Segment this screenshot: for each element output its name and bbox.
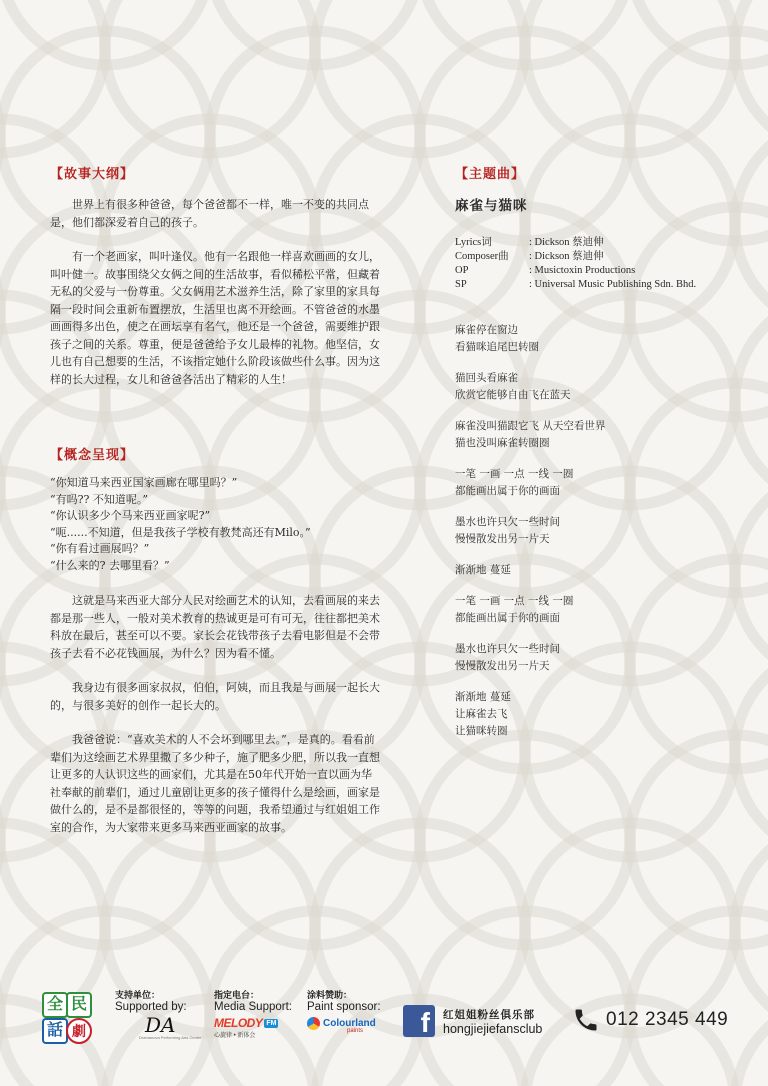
phone-contact[interactable]	[572, 1005, 728, 1035]
credit-value: : Dickson 蔡迪伸	[529, 251, 604, 262]
media-support-en: Media Support:	[214, 1001, 292, 1013]
colourland-sub: paints	[347, 1028, 364, 1034]
lyric-line: 渐渐地 蔓延	[455, 564, 511, 576]
lyric-line: 欣赏它能够自由飞在蓝天	[455, 389, 571, 401]
lyric-line: 让猫咪转圈	[455, 725, 508, 737]
lyric-line: 一笔 一画 一点 一线 一圈	[455, 595, 574, 607]
story-paragraph-2: 有一个老画家，叫叶逢仪。他有一名跟他一样喜欢画画的女儿，叫叶健一。故事围绕父女俩之间的生活故事，看似稀松平常，但藏着无私的父爱与一份尊重。父女俩用艺术滋养生活，除了家里的家具每隔一段时间会重新布置摆放，生活里也离不开绘画。不管爸爸的水墨画画得多出色，使之在画坛享有名气，他还是一个爸爸，需要维护跟孩子之间的关系。尊重，便是爸爸给予女儿最棒的礼物。他坚信，女儿也有自己想要的生活，不该指定她什么阶段该做些什么事。因为这样的长大过程，女儿和爸爸各活出了精彩的人生！	[50, 250, 380, 386]
colourland-icon	[307, 1017, 320, 1030]
facebook-cn: 红姐姐粉丝俱乐部	[443, 1008, 535, 1021]
concept-paragraph-3: 我爸爸说：“喜欢美术的人不会坏到哪里去。”，是真的。看看前辈们为这绘画艺术界里撒了多少种子，施了肥多少肥，所以我一直想让更多的人认识这些的画家们，尤其是在50年代开始一直以画为华社奉献的前辈们，通过儿童剧让更多的孩子懂得什么是绘画，画家是做什么的，是不是都很怪的，等等的问题，我希望通过与红姐姐工作室的合作，为大家带来更多马来西亚画家的故事。	[50, 733, 380, 834]
lyric-line: 让麻雀去飞	[455, 708, 508, 720]
song-credits	[455, 236, 745, 292]
supported-by-en: Supported by:	[115, 1001, 187, 1013]
colourland-text: Colourland	[323, 1018, 376, 1029]
quote-line: “有吗?? 不知道呢。”	[50, 492, 149, 506]
lyric-stanza	[455, 466, 745, 500]
logo-char-2: 民	[66, 992, 92, 1018]
lyric-stanza	[455, 322, 745, 356]
credit-row	[455, 264, 745, 278]
concept-paragraph-1: 这就是马来西亚大部分人民对绘画艺术的认知，去看画展的来去都是那一些人，一般对美术教育的热诚更是可有可无，往往都把美术科放在最后，甚至可以不要。家长会花钱带孩子去看电影但是不会带孩子去看不必花钱画展，为什么？因为看不懂。	[50, 594, 380, 660]
lyric-stanza	[455, 514, 745, 548]
paint-sponsor-cn: 涂料赞助：	[307, 990, 353, 1000]
credit-label: OP	[455, 265, 469, 276]
credit-label: Lyrics词	[455, 237, 492, 248]
lyric-stanza	[455, 593, 745, 627]
facebook-handle: hongjiejiefansclub	[443, 1021, 543, 1036]
lyric-stanza	[455, 689, 745, 740]
melody-logo-sub: 心旋律 • 新体会	[214, 1033, 256, 1039]
quote-line: “你知道马来西亚国家画廊在哪里吗？”	[50, 476, 238, 489]
lyric-line: 墨水也许只欠一些时间	[455, 643, 560, 655]
song-title: 麻雀与猫咪	[455, 198, 528, 214]
logo-char-3: 話	[42, 1018, 68, 1044]
melody-logo-text: MELODY	[214, 1016, 263, 1030]
quote-line: “你认识多少个马来西亚画家呢?”	[50, 509, 211, 522]
credit-label: SP	[455, 279, 467, 290]
lyric-line: 墨水也许只欠一些时间	[455, 516, 560, 528]
story-section	[50, 163, 380, 388]
da-logo: DA	[145, 1013, 176, 1037]
credit-value: : Musictoxin Productions	[529, 265, 636, 276]
lyric-line: 猫也没叫麻雀转圈圈	[455, 437, 550, 449]
lyric-line: 麻雀停在窗边	[455, 324, 518, 336]
concept-section	[50, 444, 380, 836]
footer-bar	[0, 985, 768, 1055]
lyric-line: 慢慢散发出另一片天	[455, 533, 550, 545]
concept-heading: 【概念呈现】	[50, 448, 135, 463]
lyric-stanza	[455, 562, 745, 579]
quote-line: “什么来的? 去哪里看？”	[50, 558, 170, 572]
lyric-line: 都能画出属于你的画面	[455, 485, 560, 497]
credit-row	[455, 250, 745, 264]
logo-char-4: 劇	[66, 1018, 92, 1044]
credit-row	[455, 278, 745, 292]
credit-value: : Universal Music Publishing Sdn. Bhd.	[529, 279, 697, 290]
credit-label: Composer曲	[455, 251, 509, 262]
lyric-line: 慢慢散发出另一片天	[455, 660, 550, 672]
quote-line: “呃......不知道，但是我孩子学校有教梵高还有Milo。”	[50, 525, 311, 539]
media-support	[214, 988, 309, 1039]
concept-quotes	[50, 475, 380, 574]
da-logo-sub: Dramanova Performing Arts Centre	[139, 1035, 202, 1040]
paint-sponsor	[307, 988, 395, 1034]
supported-by-cn: 支持单位：	[115, 990, 161, 1000]
quote-line: “你有看过画展吗？”	[50, 542, 150, 555]
media-support-cn: 指定电台：	[214, 990, 260, 1000]
lyric-stanza	[455, 418, 745, 452]
credit-value: : Dickson 蔡迪伸	[529, 237, 604, 248]
logo-char-1: 全	[42, 992, 68, 1018]
story-heading: 【故事大纲】	[50, 167, 135, 182]
facebook-link[interactable]	[403, 1005, 542, 1037]
concept-paragraph-2: 我身边有很多画家叔叔，伯伯，阿姨，而且我是与画展一起长大的，与很多美好的创作一起长大的。	[50, 681, 380, 712]
supported-by	[115, 988, 200, 1040]
paint-sponsor-en: Paint sponsor:	[307, 1001, 381, 1013]
lyric-stanza	[455, 370, 745, 404]
quanmin-logo	[42, 992, 94, 1044]
wave-arc	[735, 0, 768, 153]
lyric-line: 一笔 一画 一点 一线 一圈	[455, 468, 574, 480]
theme-song-section	[455, 163, 745, 754]
lyric-line: 猫回头看麻雀	[455, 372, 518, 384]
credit-row	[455, 236, 745, 250]
lyric-line: 看猫咪追尾巴转圈	[455, 341, 539, 353]
phone-icon	[572, 1005, 600, 1035]
facebook-icon: f	[403, 1005, 435, 1037]
lyric-line: 渐渐地 蔓延	[455, 691, 511, 703]
phone-number: 012 2345 449	[606, 1009, 729, 1030]
lyrics	[455, 322, 745, 740]
facebook-text	[443, 1007, 542, 1036]
lyric-line: 麻雀没叫猫跟它飞 从天空看世界	[455, 420, 606, 432]
theme-heading: 【主题曲】	[455, 167, 526, 182]
lyric-stanza	[455, 641, 745, 675]
fm-badge: FM	[266, 1019, 277, 1027]
lyric-line: 都能画出属于你的画面	[455, 612, 560, 624]
melody-fm-logo	[214, 1016, 309, 1030]
story-paragraph-1: 世界上有很多种爸爸，每个爸爸都不一样，唯一不变的共同点是，他们都深爱着自己的孩子。	[50, 198, 369, 229]
